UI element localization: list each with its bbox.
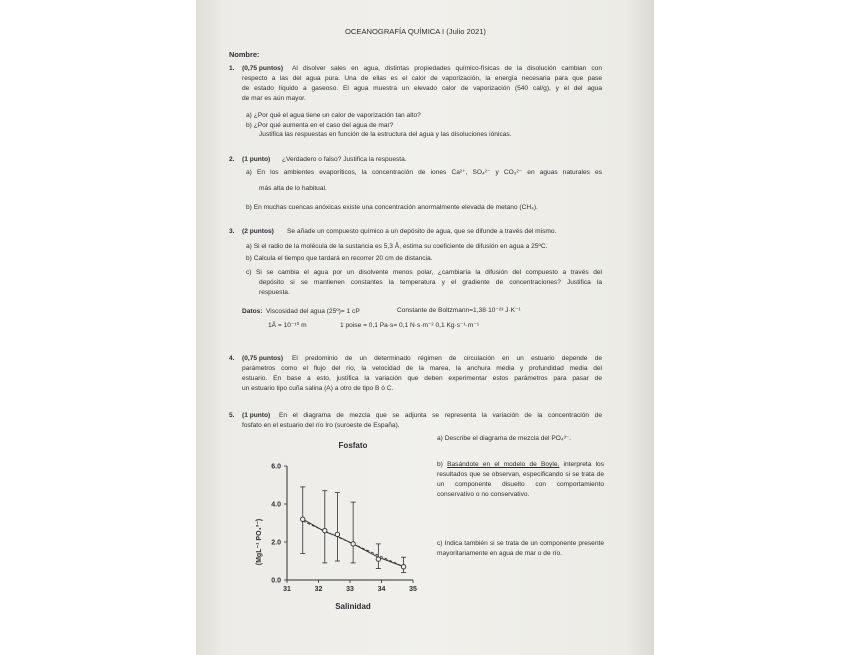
- q4-number: 4.: [229, 355, 235, 362]
- q1-line-3: de estado líquido a gaseoso. El agua muestra un elevado calor de vaporización (540 cal/g), y el del agua: [242, 85, 602, 92]
- q2-a-line-2: más alta de lo habitual.: [259, 185, 327, 192]
- chart-series: [300, 487, 406, 573]
- phosphate-mixing-chart: [241, 440, 431, 612]
- q3-a: a) Si el radio de la molécula de la sustancia es 5,3 Å, estima su coeficiente de difusión en agua a 25ºC.: [246, 243, 548, 250]
- q5-line-1: En el diagrama de mezcla que se adjunta se representa la variación de la concentración de: [279, 412, 602, 419]
- q5-b: [437, 460, 604, 500]
- q5-c: c) Indica también si se trata de un componente presente mayoritariamente en agua de mar o de río.: [437, 540, 604, 557]
- q1-points: (0,75 puntos): [242, 65, 284, 72]
- chart-title: Fosfato: [338, 441, 368, 450]
- q3-c-line-1: c) Si se cambia el agua por un disolvente menos polar, ¿cambiaría la difusión del compuesto a través del: [246, 269, 602, 276]
- q1-line-1: Al disolver sales en agua, distintas propiedades químico-físicas de la disolución cambian con: [292, 65, 602, 72]
- q5-points: (1 punto): [242, 412, 271, 419]
- q3-c-line-2: depósito si se mantienen constantes la temperatura y el gradiente de concentraciones? Justifica la: [259, 279, 602, 286]
- q3-data-angstrom: 1Å = 10⁻¹⁰ m: [268, 322, 307, 329]
- q4-points: (0,75 puntos): [242, 355, 284, 362]
- q1-line-2: respecto a las del agua pura. Una de ellas es el calor de vaporización, la energía necesaria para que pase: [242, 75, 602, 82]
- x-tick-label: 35: [409, 586, 417, 593]
- exam-title: OCEANOGRAFÍA QUÍMICA I (Julio 2021): [345, 27, 486, 36]
- q2-number: 2.: [229, 156, 235, 163]
- q1-b-justify: Justifica las respuestas en función de la estructura del agua y las disoluciones iónicas.: [259, 131, 512, 138]
- y-axis-label: (MgL⁻¹ PO₄³⁻): [256, 518, 263, 566]
- q5-b-label: b): [437, 461, 443, 468]
- x-tick-label: 31: [283, 586, 291, 593]
- q5-number: 5.: [229, 412, 235, 419]
- y-tick-label: 0.0: [271, 577, 281, 585]
- q3-points: (2 puntos): [242, 228, 274, 235]
- q5-a: a) Describe el diagrama de mezcla del PO₄³⁻.: [437, 435, 572, 442]
- x-tick-label: 33: [346, 586, 354, 593]
- q1-number: 1.: [229, 65, 235, 72]
- y-tick-label: 4.0: [271, 501, 281, 509]
- q1-line-4: de mar es aún mayor.: [242, 95, 306, 102]
- data-point: [401, 565, 405, 569]
- q3-data-poise: 1 poise = 0,1 Pa·s= 0,1 N·s·m⁻² 0,1 Kg·s⁻¹·m⁻¹: [340, 322, 480, 329]
- q3-data-boltzmann: Constante de Boltzmann=1,38·10⁻²³ J·K⁻¹: [397, 307, 521, 314]
- q4-line-3: estuario. En base a esto, justifica la variación que deben experimentar estos parámetros para pasar de: [242, 375, 602, 382]
- q1-b: b) ¿Por qué aumenta en el caso del agua de mar?: [246, 122, 394, 129]
- q3-c-line-3: respuesta.: [259, 289, 290, 296]
- x-axis-label: Salinidad: [335, 602, 371, 611]
- q2-b: b) En muchas cuencas anóxicas existe una concentración anormalmente elevada de metano (CH₄).: [246, 204, 538, 211]
- data-point: [301, 517, 305, 521]
- q5-line-2: fosfato en el estuario del río Iro (suroeste de España).: [242, 422, 400, 429]
- q4-line-4: un estuario tipo cuña salina (A) a otro de tipo B ó C.: [242, 385, 394, 392]
- data-point: [351, 542, 355, 546]
- q4-line-1: El predominio de un determinado régimen de circulación en un estuario depende de: [292, 355, 602, 362]
- q2-text: ¿Verdadero o falso? Justifica la respuesta.: [282, 156, 407, 163]
- name-label: Nombre:: [229, 50, 260, 59]
- q2-a-line-1: a) En los ambientes evaporíticos, la concentración de iones Ca²⁺, SO₄²⁻ y CO₃²⁻ en aguas naturales es: [246, 169, 602, 176]
- q3-data-label: Datos:: [242, 308, 263, 315]
- q4-line-2: parámetros como el flujo del río, la velocidad de la marea, la anchura media y profundidad media del: [242, 365, 602, 372]
- data-point: [323, 528, 327, 532]
- q1-a: a) ¿Por qué el agua tiene un calor de vaporización tan alto?: [246, 112, 421, 119]
- q3-text: Se añade un compuesto químico a un depósito de agua, que se difunde a través del mismo.: [287, 228, 557, 235]
- chart-ticks: [271, 464, 417, 594]
- q3-data-viscosity: Viscosidad del agua (25º)= 1 cP: [266, 308, 360, 315]
- x-tick-label: 34: [377, 586, 386, 593]
- q5-b-text: interpreta los resultados que se observan, especificando si se trata de un componente disuelto con comportamiento conservativo o no conservativo.: [437, 461, 604, 498]
- q3-number: 3.: [229, 228, 235, 235]
- q2-points: (1 punto): [242, 156, 271, 163]
- q3-b: b) Calcula el tiempo que tardará en recorrer 20 cm de distancia.: [246, 255, 433, 262]
- data-point: [376, 557, 380, 561]
- q5-b-boyle: Basándote en el modelo de Boyle,: [447, 461, 560, 468]
- data-point: [335, 532, 339, 536]
- x-tick-label: 32: [314, 586, 323, 593]
- y-tick-label: 6.0: [271, 463, 281, 471]
- y-tick-label: 2.0: [271, 539, 281, 547]
